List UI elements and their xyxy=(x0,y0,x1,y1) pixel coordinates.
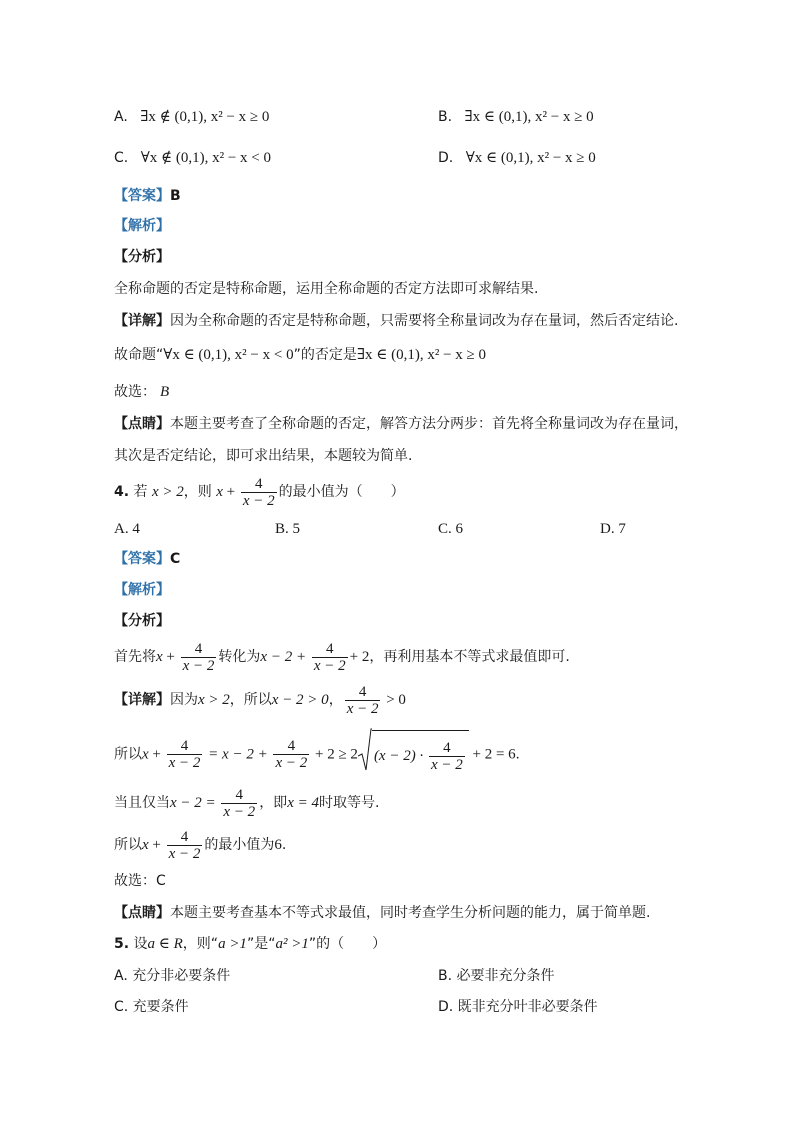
q4-inequality xyxy=(114,730,519,779)
q3-detail xyxy=(114,311,678,331)
answer-value: C xyxy=(170,551,181,567)
fenxi-tag: 【分析】 xyxy=(114,249,170,265)
text: ，则 xyxy=(183,484,212,500)
answer-value: B xyxy=(170,188,181,204)
math-x: x xyxy=(216,484,223,500)
math-plus: + xyxy=(222,484,239,500)
text: ”是“ xyxy=(246,936,276,952)
math-gt-0: > 0 xyxy=(382,692,406,708)
period: . xyxy=(515,746,520,763)
math-condition: x > 2 xyxy=(198,692,230,708)
q3-answer xyxy=(114,186,181,206)
q4-stem xyxy=(114,474,405,510)
q3-comment-1 xyxy=(114,414,688,434)
math-plus: + xyxy=(148,746,165,763)
q3-option-c xyxy=(114,148,271,168)
fraction: $\frac{4}{x - 2}$ xyxy=(430,739,463,773)
math-plus-2: + 2 xyxy=(349,649,370,665)
option-text: ∃x ∈ (0,1), x² − x ≥ 0 xyxy=(464,109,594,125)
text: 首先将 xyxy=(114,649,156,665)
math-plus-2: + 2 xyxy=(468,746,496,763)
fraction: $\frac{4}{x - 2}$ xyxy=(223,786,256,820)
analysis-tag: 【解析】 xyxy=(114,218,170,234)
text: 当且仅当 xyxy=(114,795,170,811)
math-result: = 6 xyxy=(495,746,516,763)
select-prefix: 故选： xyxy=(114,384,156,400)
q5-stem xyxy=(114,934,386,954)
q4-detail xyxy=(114,681,406,719)
fraction: $\frac{4}{x - 2}$ xyxy=(275,738,308,771)
q3-fenxi-text: 全称命题的否定是特称命题，运用全称命题的否定方法即可求解结果. xyxy=(114,281,539,297)
q4-comment xyxy=(114,903,650,923)
text: ，则“ xyxy=(182,936,219,952)
text: 的最小值为 xyxy=(204,837,275,853)
fraction: $\frac{4}{x - 2}$ xyxy=(182,640,215,674)
fraction: $\frac{4}{x - 2}$ xyxy=(346,683,379,717)
text: 若 xyxy=(133,484,148,500)
question-number: 4. xyxy=(114,484,130,500)
comment-tag: 【点睛】 xyxy=(114,416,170,432)
math-expr2: + 2 ≥ 2 xyxy=(311,746,358,763)
text: 所以 xyxy=(114,837,142,853)
math-condition: x − 2 > 0 xyxy=(271,692,329,708)
q3-detail-2 xyxy=(114,345,486,365)
option-label: C. xyxy=(114,150,129,166)
q3-option-d xyxy=(438,148,596,168)
q4-option-c: C. 6 xyxy=(438,521,464,537)
sqrt-icon xyxy=(358,728,372,772)
q4-fenxi-text xyxy=(114,638,570,676)
fenxi-tag: 【分析】 xyxy=(114,613,170,629)
fraction: $\frac{4}{x - 2}$ xyxy=(168,828,201,862)
min-value: 6 xyxy=(274,837,282,853)
fraction: $\frac{4}{x - 2}$ xyxy=(168,738,201,771)
math-x: x xyxy=(142,837,149,853)
option-label: A. xyxy=(114,109,128,125)
detail-tag: 【详解】 xyxy=(114,692,170,708)
math-plus: + xyxy=(148,837,165,853)
option-text: ∀x ∈ (0,1), x² − x ≥ 0 xyxy=(465,150,596,166)
q4-select: 故选：C xyxy=(114,873,166,889)
text: ，再利用基本不等式求最值即可. xyxy=(369,649,570,665)
option-text: ∃x ∉ (0,1), x² − x ≥ 0 xyxy=(140,109,270,125)
q4-option-b: B. 5 xyxy=(275,521,301,537)
q3-select xyxy=(114,382,169,402)
text: 故命题“ xyxy=(114,347,164,363)
option-text: ∀x ∉ (0,1), x² − x < 0 xyxy=(140,150,271,166)
text: ”的（ ） xyxy=(308,936,387,952)
question-number: 5. xyxy=(114,936,130,952)
text: 转化为 xyxy=(218,649,261,665)
fraction: $\frac{4}{x - 2}$ xyxy=(313,640,346,674)
option-label: B. xyxy=(438,109,453,125)
math-expr: x − 2 = xyxy=(170,795,220,811)
math-value: x = 4 xyxy=(287,795,319,811)
math-expr: = x − 2 + xyxy=(204,746,272,763)
answer-tag: 【答案】 xyxy=(114,188,170,204)
q5-option-b: B. 必要非充分条件 xyxy=(438,968,555,984)
analysis-tag: 【解析】 xyxy=(114,582,170,598)
q3-fenxi-tag xyxy=(114,247,170,267)
math-expr: x − 2 + xyxy=(260,649,310,665)
math-set: a ∈ R xyxy=(147,936,183,952)
select-value: B xyxy=(160,384,170,400)
text: 时取等号. xyxy=(318,795,380,811)
option-label: D. xyxy=(438,150,454,166)
comment-text: 本题主要考查了全称命题的否定，解答方法分两步：首先将全称量词改为存在量词， xyxy=(170,416,688,432)
text: . xyxy=(281,837,287,853)
math-x: x xyxy=(142,746,149,763)
q5-option-c: C. 充要条件 xyxy=(114,999,189,1015)
text: ，所以 xyxy=(229,692,272,708)
math-condition-2: a² >1 xyxy=(275,936,309,952)
math-x: x xyxy=(156,649,163,665)
q4-option-d: D. 7 xyxy=(600,521,626,537)
q4-fenxi-tag xyxy=(114,611,170,631)
math-plus: + xyxy=(162,649,179,665)
text: 所以 xyxy=(114,746,142,763)
q4-equality xyxy=(114,784,379,822)
math-condition: x > 2 xyxy=(151,484,184,500)
text: 设 xyxy=(133,936,148,952)
text: 的最小值为（ ） xyxy=(278,484,405,500)
q4-min xyxy=(114,826,286,864)
answer-tag: 【答案】 xyxy=(114,551,170,567)
text: ”的否定是 xyxy=(293,347,357,363)
math-expr: (x − 2) · xyxy=(373,748,427,764)
q3-option-b xyxy=(438,107,594,127)
text: ，即 xyxy=(259,795,288,811)
q5-option-a: A. 充分非必要条件 xyxy=(114,968,231,984)
q3-comment-2: 其次是否定结论，即可求出结果，本题较为简单. xyxy=(114,448,413,464)
q4-answer xyxy=(114,549,180,569)
detail-text: 因为全称命题的否定是特称命题，只需要将全称量词改为存在量词，然后否定结论. xyxy=(170,313,679,329)
q4-analysis-tag xyxy=(114,580,170,600)
text: ， xyxy=(328,692,343,708)
sqrt-expression xyxy=(358,730,469,779)
math-negation: ∃x ∈ (0,1), x² − x ≥ 0 xyxy=(356,347,487,363)
q3-analysis-tag xyxy=(114,216,170,236)
q4-option-a: A. 4 xyxy=(114,521,140,537)
text: 因为 xyxy=(170,692,198,708)
math-condition-1: a >1 xyxy=(218,936,247,952)
math-proposition: ∀x ∈ (0,1), x² − x < 0 xyxy=(163,347,294,363)
q5-option-d: D. 既非充分叶非必要条件 xyxy=(438,999,598,1015)
comment-text: 本题主要考查基本不等式求最值，同时考查学生分析问题的能力，属于简单题. xyxy=(170,905,651,921)
comment-tag: 【点睛】 xyxy=(114,905,170,921)
q3-option-a xyxy=(114,107,269,127)
fraction-4-over-x-2: $\frac{4}{x - 2}$ xyxy=(242,475,275,509)
detail-tag: 【详解】 xyxy=(114,313,170,329)
